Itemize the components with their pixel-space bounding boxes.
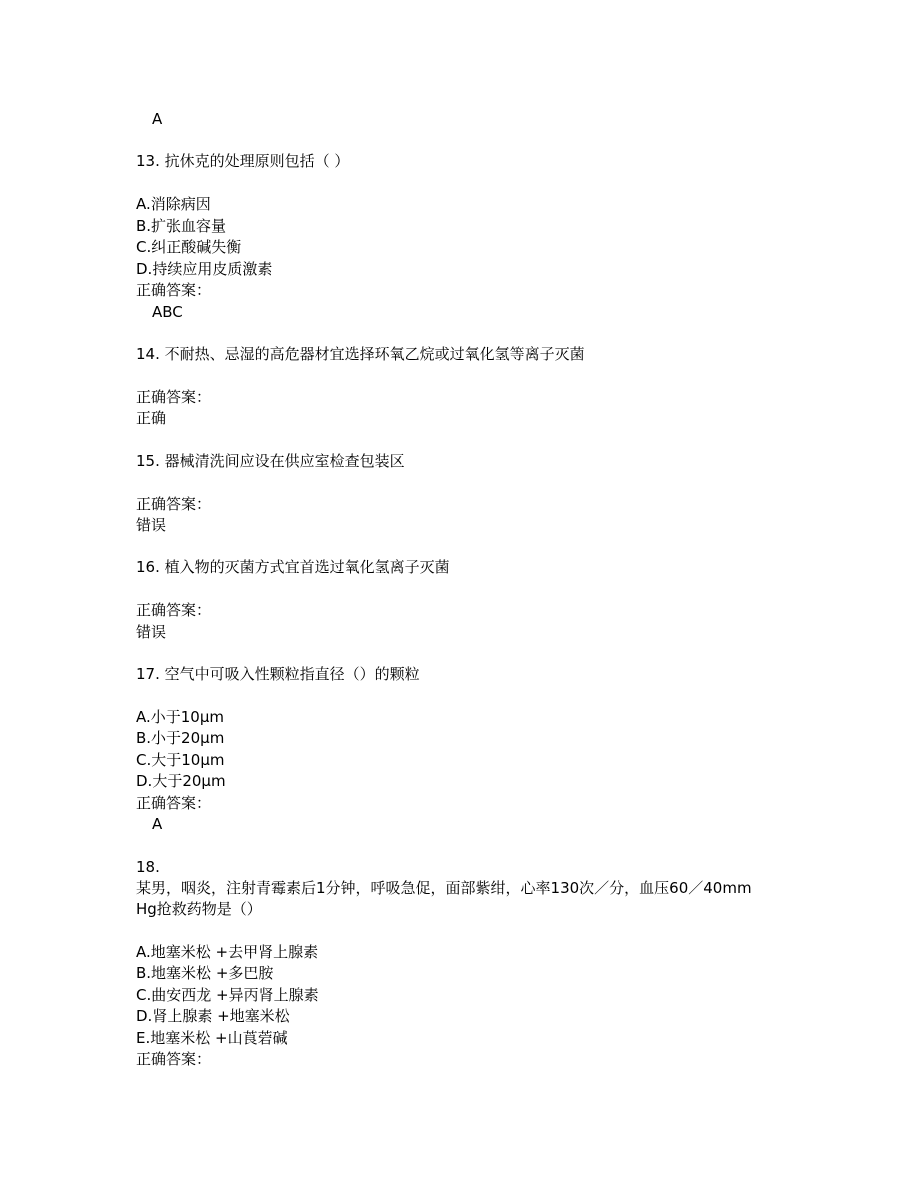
q12-answer: A bbox=[152, 110, 163, 128]
q16-answer-label: 正确答案： bbox=[136, 601, 212, 619]
q18-option-c: C.曲安西龙 +异丙肾上腺素 bbox=[136, 986, 319, 1004]
q13-question: 13. 抗休克的处理原则包括（ ） bbox=[136, 152, 350, 170]
q13-option-b: B.扩张血容量 bbox=[136, 217, 227, 235]
q17-option-c: C.大于10μm bbox=[136, 751, 225, 769]
q17-option-d: D.大于20μm bbox=[136, 772, 226, 790]
q15-answer-label: 正确答案： bbox=[136, 495, 212, 513]
q18-option-b: B.地塞米松 +多巴胺 bbox=[136, 964, 274, 982]
q17-option-a: A.小于10μm bbox=[136, 708, 225, 726]
q15-question: 15. 器械清洗间应设在供应室检查包装区 bbox=[136, 452, 405, 470]
q18-option-a: A.地塞米松 +去甲肾上腺素 bbox=[136, 943, 319, 961]
q17-option-b: B.小于20μm bbox=[136, 729, 225, 747]
q14-answer-label: 正确答案： bbox=[136, 388, 212, 406]
q18-option-d: D.肾上腺素 +地塞米松 bbox=[136, 1007, 290, 1025]
q15-answer: 错误 bbox=[136, 516, 167, 534]
q13-option-d: D.持续应用皮质激素 bbox=[136, 260, 273, 278]
q18-option-e: E.地塞米松 +山莨菪碱 bbox=[136, 1029, 288, 1047]
q14-answer: 正确 bbox=[136, 409, 167, 427]
q13-option-a: A.消除病因 bbox=[136, 195, 211, 213]
q16-question: 16. 植入物的灭菌方式宜首选过氧化氢离子灭菌 bbox=[136, 558, 450, 576]
q18-answer-label: 正确答案： bbox=[136, 1050, 212, 1068]
q18-question-line2: Hg抢救药物是（） bbox=[136, 900, 262, 918]
q14-question: 14. 不耐热、忌湿的高危器材宜选择环氧乙烷或过氧化氢等离子灭菌 bbox=[136, 345, 585, 363]
q17-answer: A bbox=[152, 815, 163, 833]
q17-question: 17. 空气中可吸入性颗粒指直径（）的颗粒 bbox=[136, 665, 420, 683]
q13-option-c: C.纠正酸碱失衡 bbox=[136, 238, 242, 256]
q13-answer-label: 正确答案： bbox=[136, 281, 212, 299]
q16-answer: 错误 bbox=[136, 623, 167, 641]
q18-number: 18. bbox=[136, 858, 160, 876]
q18-question-line1: 某男，咽炎，注射青霉素后1分钟，呼吸急促，面部紫绀，心率130次／分，血压60／40mm bbox=[136, 879, 752, 897]
q13-answer: ABC bbox=[152, 303, 183, 321]
q17-answer-label: 正确答案： bbox=[136, 794, 212, 812]
